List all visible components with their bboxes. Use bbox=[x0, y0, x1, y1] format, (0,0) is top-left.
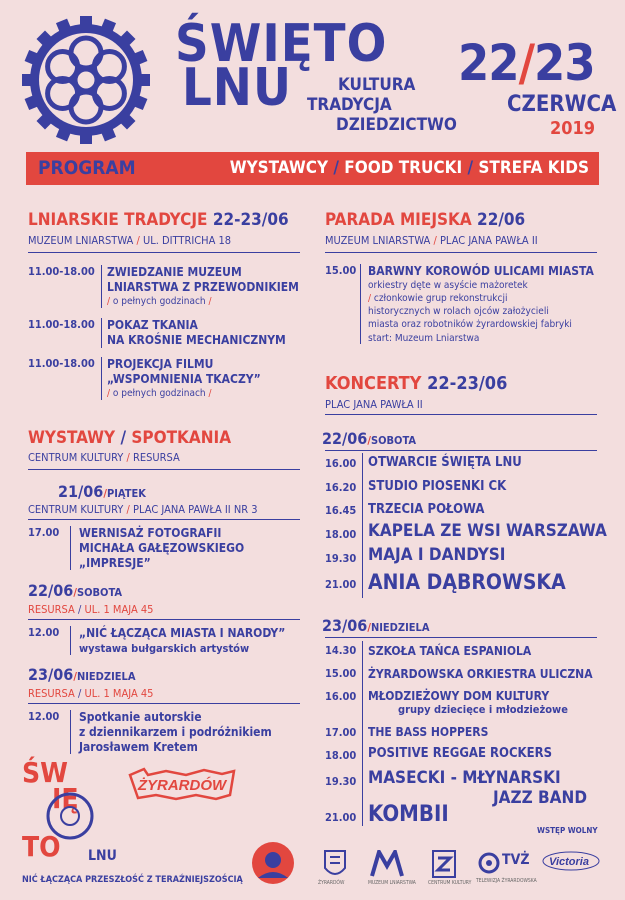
footer-logo-c: TO bbox=[22, 830, 61, 863]
concert-time: 14.30 bbox=[325, 644, 357, 657]
event-time: 17.00 bbox=[28, 526, 60, 539]
year: 2019 bbox=[550, 118, 596, 139]
section-koncerty-title: KONCERTY 22-23/06 bbox=[325, 373, 508, 394]
event-title: Spotkanie autorskie bbox=[79, 710, 202, 724]
divider bbox=[101, 318, 102, 348]
sponsor-label: MUZEUM LNIARSTWA bbox=[368, 880, 416, 886]
title-line-2: LNU bbox=[182, 58, 292, 118]
divider bbox=[70, 710, 71, 754]
gear-flower-icon bbox=[22, 16, 150, 144]
event-note: / o pełnych godzinach / bbox=[107, 388, 212, 399]
concert-name: MŁODZIEŻOWY DOM KULTURY bbox=[368, 689, 550, 703]
program-label: PROGRAM bbox=[38, 157, 136, 179]
divider bbox=[28, 619, 300, 620]
concert-name-cont: JAZZ BAND bbox=[493, 788, 588, 808]
section-lniarskie-title: LNIARSKIE TRADYCJE 22-23/06 bbox=[28, 210, 289, 230]
event-title: „IMPRESJE” bbox=[79, 556, 151, 570]
concert-name: KAPELA ZE WSI WARSZAWA bbox=[368, 521, 607, 541]
event-title: PROJEKCJA FILMU bbox=[107, 357, 214, 371]
divider bbox=[101, 357, 102, 400]
bar-links: WYSTAWCY / FOOD TRUCKI / STREFA KIDS bbox=[229, 158, 589, 178]
coat-of-arms-icon bbox=[322, 848, 348, 882]
victoria-logo-text: Victoria bbox=[549, 856, 589, 868]
concert-name: MAJA I DANDYSI bbox=[368, 545, 506, 565]
concert-time: 16.45 bbox=[325, 504, 357, 517]
event-desc: orkiestry dęte w asyście mażoretek bbox=[368, 280, 528, 291]
section-wystawy-title: WYSTAWY / SPOTKANIA bbox=[28, 428, 232, 448]
title-line-1: ŚWIĘTO bbox=[175, 14, 388, 74]
day-heading: 21/06/PIĄTEK bbox=[58, 482, 146, 501]
tagline-2: TRADYCJA bbox=[307, 95, 392, 115]
concert-name: ANIA DĄBROWSKA bbox=[368, 570, 566, 594]
concert-name: STUDIO PIOSENKI CK bbox=[368, 479, 507, 494]
event-title: LNIARSTWA Z PRZEWODNIKIEM bbox=[107, 280, 299, 294]
concert-time: 19.30 bbox=[325, 775, 357, 788]
day-place: RESURSA / UL. 1 MAJA 45 bbox=[28, 603, 154, 616]
concert-time: 16.00 bbox=[325, 457, 357, 470]
footer-logo-b: IĘ bbox=[52, 782, 79, 815]
festival-dates: 22/23 bbox=[458, 34, 595, 92]
event-desc: / członkowie grup rekonstrukcji bbox=[368, 293, 508, 304]
divider bbox=[70, 526, 71, 570]
divider bbox=[325, 252, 597, 253]
divider bbox=[325, 450, 597, 451]
event-title: „NIĆ ŁĄCZĄCA MIASTA I NARODY” bbox=[79, 626, 286, 640]
event-note: / o pełnych godzinach / bbox=[107, 296, 212, 307]
day-place: RESURSA / UL. 1 MAJA 45 bbox=[28, 687, 154, 700]
event-desc: wystawa bułgarskich artystów bbox=[79, 642, 250, 655]
divider bbox=[362, 453, 363, 598]
concert-name: SZKOŁA TAŃCA ESPANIOLA bbox=[368, 644, 532, 658]
event-time: 15.00 bbox=[325, 264, 357, 277]
day-heading: 23/06/NIEDZIELA bbox=[322, 616, 430, 635]
tagline-3: DZIEDZICTWO bbox=[336, 115, 457, 135]
concert-time: 17.00 bbox=[325, 726, 357, 739]
event-title: BARWNY KOROWÓD ULICAMI MIASTA bbox=[368, 264, 594, 278]
concert-name: MASECKI - MŁYNARSKI bbox=[368, 768, 561, 788]
event-title: NA KROŚNIE MECHANICZNYM bbox=[107, 333, 286, 347]
footer-logo-d: LNU bbox=[88, 848, 117, 864]
event-title: z dziennikarzem i podróżnikiem bbox=[79, 725, 272, 739]
concert-name: OTWARCIE ŚWIĘTA LNU bbox=[368, 455, 522, 470]
event-title: „WSPOMNIENIA TKACZY” bbox=[107, 372, 261, 386]
event-title: ZWIEDZANIE MUZEUM bbox=[107, 265, 242, 279]
sponsor-label: TELEWIZJA ŻYRARDOWSKA bbox=[476, 878, 537, 884]
divider bbox=[28, 519, 300, 520]
day-heading: 22/06/SOBOTA bbox=[322, 429, 417, 448]
concert-time: 21.00 bbox=[325, 578, 357, 591]
victoria-logo bbox=[541, 850, 601, 872]
event-time: 12.00 bbox=[28, 626, 60, 639]
program-bar bbox=[26, 152, 599, 185]
culture-center-logo-icon bbox=[432, 850, 456, 878]
city-logo-text: ŻYRARDÓW bbox=[137, 777, 227, 794]
divider bbox=[28, 469, 300, 470]
concert-name: ŻYRARDOWSKA ORKIESTRA ULICZNA bbox=[368, 667, 593, 681]
event-title: Jarosławem Kretem bbox=[79, 740, 198, 754]
tagline-1: KULTURA bbox=[338, 75, 416, 95]
concert-time: 16.20 bbox=[325, 481, 357, 494]
sponsor-label: CENTRUM KULTURY bbox=[428, 880, 472, 886]
divider bbox=[325, 637, 597, 638]
free-entry-note: WSTĘP WOLNY bbox=[537, 826, 598, 835]
divider bbox=[101, 265, 102, 308]
event-time: 12.00 bbox=[28, 710, 60, 723]
event-time: 11.00-18.00 bbox=[28, 318, 95, 331]
event-desc: start: Muzeum Lniarstwa bbox=[368, 333, 480, 344]
footer-tagline: NIĆ ŁĄCZĄCA PRZESZŁOŚĆ Z TERAŹNIEJSZOŚCIĄ bbox=[22, 875, 243, 885]
divider bbox=[362, 641, 363, 826]
section-koncerty-place: PLAC JANA PAWŁA II bbox=[325, 398, 423, 411]
month: CZERWCA bbox=[507, 92, 617, 117]
city-logo bbox=[126, 765, 238, 803]
divider bbox=[70, 626, 71, 655]
tv-logo-icon bbox=[478, 852, 500, 874]
divider bbox=[360, 264, 361, 344]
event-time: 11.00-18.00 bbox=[28, 265, 95, 278]
section-parada-place: MUZEUM LNIARSTWA / PLAC JANA PAWŁA II bbox=[325, 234, 538, 247]
concert-name: POSITIVE REGGAE ROCKERS bbox=[368, 746, 553, 761]
concert-time: 19.30 bbox=[325, 552, 357, 565]
concert-name: TRZECIA POŁOWA bbox=[368, 502, 485, 517]
footer-logo-a: ŚW bbox=[22, 756, 68, 789]
divider bbox=[28, 252, 300, 253]
event-title: WERNISAŻ FOTOGRAFII bbox=[79, 526, 222, 540]
concert-time: 18.00 bbox=[325, 528, 357, 541]
event-time: 11.00-18.00 bbox=[28, 357, 95, 370]
sponsor-label: ŻYRARDÓW bbox=[318, 880, 345, 886]
concert-name: THE BASS HOPPERS bbox=[368, 725, 489, 739]
day-heading: 23/06/NIEDZIELA bbox=[28, 665, 136, 684]
event-desc: miasta oraz robotników żyrardowskiej fabryki bbox=[368, 319, 572, 330]
concert-sub: grupy dziecięce i młodzieżowe bbox=[398, 703, 568, 716]
event-desc: historycznych w rolach ojców założycieli bbox=[368, 306, 549, 317]
tvz-logo-text: TVŻ bbox=[502, 852, 530, 868]
concert-time: 18.00 bbox=[325, 749, 357, 762]
day-place: CENTRUM KULTURY / PLAC JANA PAWŁA II NR 3 bbox=[28, 503, 258, 516]
divider bbox=[325, 414, 597, 415]
concert-time: 15.00 bbox=[325, 667, 357, 680]
sponsor-portrait-logo bbox=[250, 840, 296, 886]
museum-logo-icon bbox=[370, 850, 404, 878]
event-title: POKAZ TKANIA bbox=[107, 318, 198, 332]
section-lniarskie-place: MUZEUM LNIARSTWA / UL. DITTRICHA 18 bbox=[28, 234, 232, 247]
divider bbox=[28, 703, 300, 704]
concert-time: 21.00 bbox=[325, 811, 357, 824]
section-wystawy-place: CENTRUM KULTURY / RESURSA bbox=[28, 451, 180, 464]
concert-name: KOMBII bbox=[368, 802, 449, 827]
concert-time: 16.00 bbox=[325, 690, 357, 703]
section-parada-title: PARADA MIEJSKA 22/06 bbox=[325, 210, 526, 230]
day-heading: 22/06/SOBOTA bbox=[28, 581, 123, 600]
event-title: MICHAŁA GAŁĘZOWSKIEGO bbox=[79, 541, 245, 555]
footer-gear-icon bbox=[44, 790, 96, 842]
